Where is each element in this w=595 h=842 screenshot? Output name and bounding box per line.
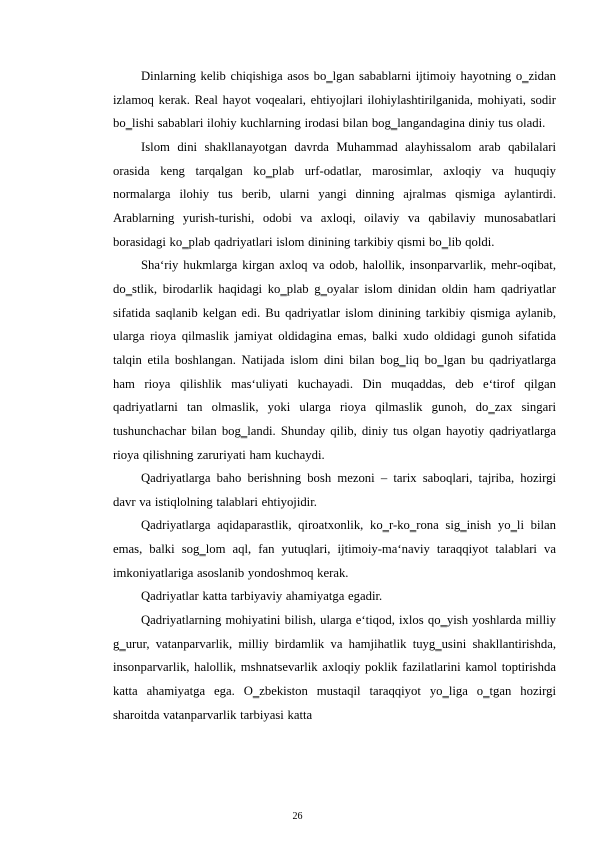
paragraph-1: Dinlarning kelib chiqishiga asos bo‗lgan sabablarni ijtimoiy hayotning o‗zidan izlamoq kerak. Real hayot voqealari, ehtiyojlari ilohiylashtirilganida, mohiyati, sodir bo‗lishi sabablari ilohiy kuchlarning irodasi bilan bog‗langandagina diniy tus oladi. <box>113 69 556 131</box>
page-number: 26 <box>292 811 303 822</box>
paragraph-2: Islom dini shakllanayotgan davrda Muhammad alayhissalom arab qabilalari orasida keng tarqalgan ko‗plab urf-odatlar, marosimlar, axloqiy va huquqiy normalarga ilohiy tus berib, ularni yangi dinning ajralmas qismiga aylantirdi. Arablarning yurish-turishi, odobi va axloqi, oilaviy va qabilaviy munosabatlari borasidagi ko‗plab qadriyatlari islom dinining tarkibiy qismi bo‗lib qoldi. <box>113 139 556 249</box>
paragraph-3: Sha‘riy hukmlarga kirgan axloq va odob, halollik, insonparvarlik, mehr-oqibat, do‗stlik, birodarlik haqidagi ko‗plab g‗oyalar islom dinidan oldin ham qadriyatlar sifatida saqlanib kelgan edi. Bu qadriyatlar islom dinining tarkibiy qismiga aylanib, ularga rioya qilmaslik jamiyat oldidagina emas, balki xudo oldidagi gunoh sifatida talqin etila boshlangan. Natijada islom dini bilan bog‗liq bo‗lgan bu qadriyatlarga ham rioya qilishlik mas‘uliyati kuchayadi. Din muqaddas, deb e‘tirof qilgan qadriyatlarni tan olmaslik, yoki ularga rioya qilmaslik gunoh, do‗zax singari tushunchachar bilan bog‗landi. Shunday qilib, diniy tus olgan hayotiy qadriyatlarga rioya qilishning zaruriyati ham kuchaydi. <box>113 258 556 462</box>
paragraph-5: Qadriyatlarga aqidaparastlik, qiroatxonlik, ko‗r-ko‗rona sig‗inish yo‗li bilan emas, balki sog‗lom aql, fan yutuqlari, ijtimoiy-ma‘naviy taraqqiyot talablari va imkoniyatlariga asoslanib yondoshmoq kerak. <box>113 518 556 580</box>
paragraph-4: Qadriyatlarga baho berishning bosh mezoni – tarix saboqlari, tajriba, hozirgi davr va istiqlolning talablari ehtiyojidir. <box>113 471 556 509</box>
paragraph-7: Qadriyatlarning mohiyatini bilish, ularga e‘tiqod, ixlos qo‗yish yoshlarda milliy g‗urur, vatanparvarlik, milliy birdamlik va hamjihatlik tuyg‗usini shakllantirishda, insonparvarlik, halollik, mshnatsevarlik axloqiy poklik fazilatlarini kamol toptirishda katta ahamiyatga ega. O‗zbekiston mustaqil taraqqiyot yo‗liga o‗tgan hozirgi sharoitda vatanparvarlik tarbiyasi katta <box>113 613 556 722</box>
body-text <box>113 65 556 727</box>
paragraph-6: Qadriyatlar katta tarbiyaviy ahamiyatga egadir. <box>141 589 383 604</box>
